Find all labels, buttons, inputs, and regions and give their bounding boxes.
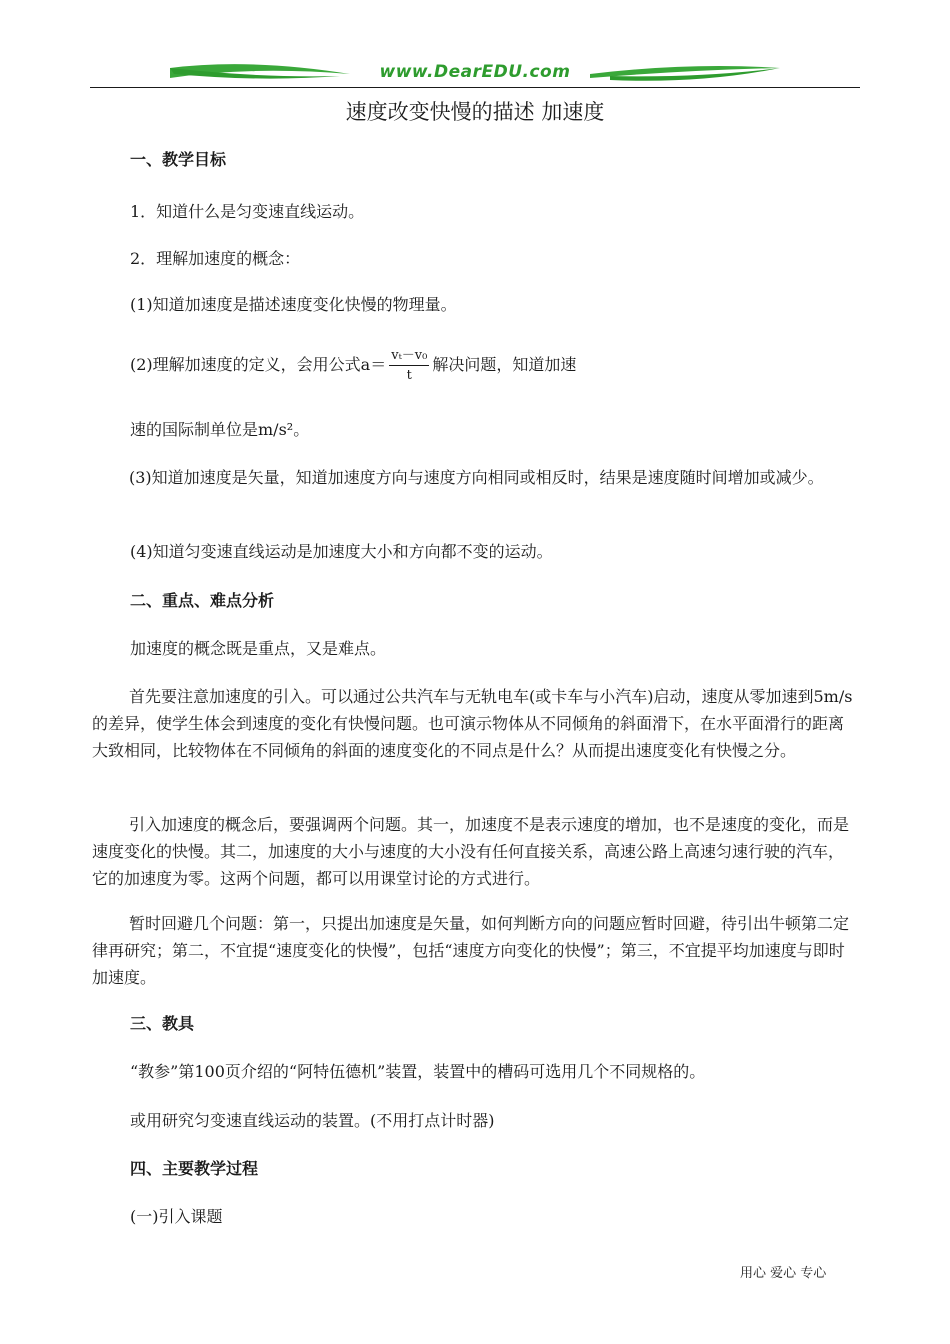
paragraph: (4)知道匀变速直线运动是加速度大小和方向都不变的运动。 xyxy=(130,542,553,561)
paragraph: 1．知道什么是匀变速直线运动。 xyxy=(130,202,365,221)
paragraph: 引入加速度的概念后，要强调两个问题。其一，加速度不是表示速度的增加，也不是速度的变化，而是速度变化的快慢。其二，加速度的大小与速度的大小没有任何直接关系，高速公路上高速匀速行驶的汽车，它的加速度为零。这两个问题，都可以用课堂讨论的方式进行。 xyxy=(92,815,850,888)
acceleration-formula xyxy=(389,344,429,383)
paragraph: 2．理解加速度的概念： xyxy=(130,249,301,268)
paragraph: 或用研究匀变速直线运动的装置。(不用打点计时器) xyxy=(130,1111,495,1130)
site-header-logo xyxy=(90,56,860,90)
paragraph: (3)知道加速度是矢量，知道加速度方向与速度方向相同或相反时，结果是速度随时间增加或减少。 xyxy=(129,468,824,487)
formula-text-after: 解决问题，知道加速 xyxy=(432,355,577,374)
paragraph: 首先要注意加速度的引入。可以通过公共汽车与无轨电车(或卡车与小汽车)启动，速度从零加速到5m/s的差异，使学生体会到速度的变化有快慢问题。也可演示物体从不同倾角的斜面滑下，在水平面滑行的距离大致相同，比较物体在不同倾角的斜面的速度变化的不同点是什么？从而提出速度变化有快慢之分。 xyxy=(92,687,853,760)
footer-slogan: 用心 爱心 专心 xyxy=(740,1266,827,1281)
section-heading-teaching-process: 四、主要教学过程 xyxy=(130,1159,259,1178)
section-heading-teaching-aids: 三、教具 xyxy=(130,1014,195,1033)
section-heading-objectives: 一、教学目标 xyxy=(130,150,227,169)
paragraph: (一)引入课题 xyxy=(130,1207,223,1226)
header-divider xyxy=(90,87,860,88)
paragraph: 速的国际制单位是m/s²。 xyxy=(130,420,310,439)
section-heading-key-points: 二、重点、难点分析 xyxy=(130,591,275,610)
formula-numerator: vₜ－v₀ xyxy=(389,344,429,366)
formula-text-before: (2)理解加速度的定义，会用公式a＝ xyxy=(130,355,387,374)
paragraph: “教参”第100页介绍的“阿特伍德机”装置，装置中的槽码可选用几个不同规格的。 xyxy=(130,1062,706,1081)
paragraph: (1)知道加速度是描述速度变化快慢的物理量。 xyxy=(130,295,457,314)
formula-denominator: t xyxy=(406,368,412,383)
paragraph: 暂时回避几个问题：第一，只提出加速度是矢量，如何判断方向的问题应暂时回避，待引出牛顿第二定律再研究；第二，不宜提“速度变化的快慢”，包括“速度方向变化的快慢”；第三，不宜提平均加速度与即时加速度。 xyxy=(92,914,850,987)
paragraph: 加速度的概念既是重点，又是难点。 xyxy=(130,639,387,658)
page-title: 速度改变快慢的描述 加速度 xyxy=(345,100,605,124)
formula-paragraph xyxy=(130,344,576,388)
logo-text: www.DearEDU.com xyxy=(379,62,571,82)
